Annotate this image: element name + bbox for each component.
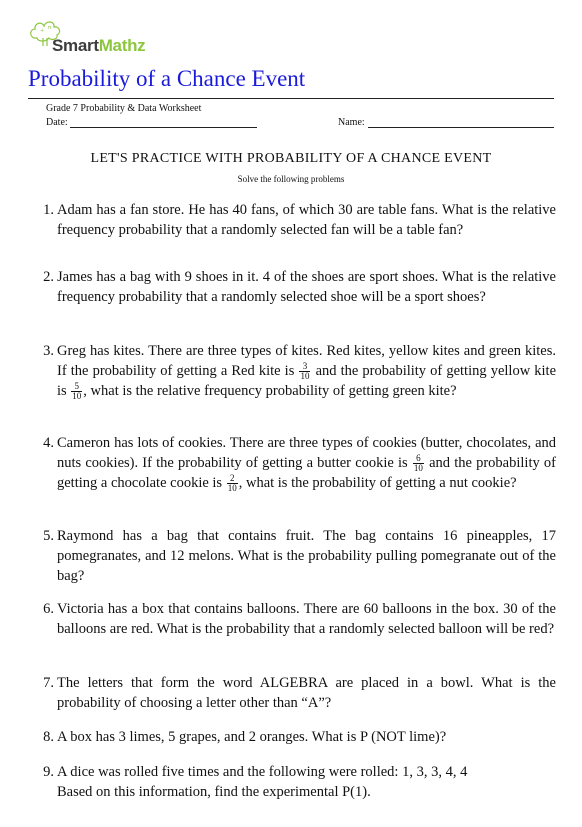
svg-text:+: + — [40, 28, 45, 34]
fraction-yellow-kite — [71, 382, 82, 401]
question-text: James has a bag with 9 shoes in it. 4 of the shoes are sport shoes. What is the relative frequency probability that a randomly selected shoe will be a sport shoes? — [57, 269, 556, 305]
question-text: A box has 3 limes, 5 grapes, and 2 oranges. What is P (NOT lime)? — [57, 729, 447, 745]
fraction-denominator: 10 — [413, 463, 423, 474]
question-number: 2. — [43, 269, 54, 285]
question-text — [57, 341, 556, 401]
question-3 — [36, 341, 556, 401]
instructions: Solve the following problems — [237, 174, 345, 184]
fraction-numerator: 5 — [71, 382, 82, 392]
question-text-part: , what is the probability of getting a nut cookie? — [238, 475, 517, 492]
question-text-part: Cameron has lots of cookies. There are three types of cookies (butter, chocolates, and nuts cookies). If the probability of getting a butter cookie is — [57, 435, 556, 471]
fraction-numerator: 3 — [299, 362, 310, 372]
question-number: 4. — [43, 435, 54, 451]
fraction-chocolate-cookie — [227, 474, 238, 493]
question-number: 1. — [43, 202, 54, 218]
question-7 — [36, 673, 556, 713]
name-label: Name: — [338, 117, 365, 128]
question-text — [57, 433, 556, 493]
logo-wordmark — [52, 36, 145, 56]
question-number: 6. — [43, 601, 54, 617]
logo-mathz: Mathz — [98, 36, 146, 55]
question-number: 3. — [43, 343, 54, 359]
fraction-numerator: 6 — [413, 454, 424, 464]
question-text-part: and the probability of getting yellow kite is — [57, 363, 557, 400]
fraction-denominator: 10 — [300, 371, 310, 382]
smartmathz-logo — [28, 16, 168, 60]
section-heading: LET'S PRACTICE WITH PROBABILITY OF A CHANCE EVENT — [90, 151, 492, 166]
question-text — [57, 762, 556, 802]
question-number: 9. — [43, 764, 54, 780]
question-text-part: Greg has kites. There are three types of kites. Red kites, yellow kites and green kites. If the probability of getting a Red kite is — [57, 343, 556, 379]
question-line: Based on this information, find the experimental P(1). — [57, 784, 371, 800]
question-number: 7. — [43, 675, 54, 691]
logo-smart: Smart — [52, 36, 99, 55]
fraction-denominator: 10 — [72, 391, 82, 402]
question-9 — [36, 762, 556, 802]
date-label: Date: — [46, 117, 68, 128]
question-4 — [36, 433, 556, 493]
name-field[interactable] — [368, 127, 554, 128]
question-5 — [36, 526, 556, 586]
question-text: Victoria has a box that contains balloons. There are 60 balloons in the box. 30 of the balloons are red. What is the probability that a randomly selected balloon will be red? — [57, 601, 556, 637]
question-6 — [36, 599, 556, 639]
fraction-denominator: 10 — [227, 483, 237, 494]
title-divider — [28, 98, 554, 99]
svg-text:π: π — [48, 25, 52, 31]
fraction-numerator: 2 — [227, 474, 238, 484]
worksheet-title: Probability of a Chance Event — [28, 66, 306, 91]
question-2 — [36, 267, 556, 307]
question-text: The letters that form the word ALGEBRA are placed in a bowl. What is the probability of choosing a letter other than “A”? — [57, 675, 556, 711]
question-number: 8. — [43, 729, 54, 745]
grade-label: Grade 7 Probability & Data Worksheet — [46, 103, 202, 114]
question-number: 5. — [43, 528, 54, 544]
date-field[interactable] — [70, 127, 257, 128]
question-8 — [36, 727, 556, 747]
question-line: A dice was rolled five times and the following were rolled: 1, 3, 3, 4, 4 — [57, 764, 468, 780]
question-1 — [36, 200, 556, 240]
question-text-part: and the probability of getting a chocolate cookie is — [57, 455, 556, 492]
question-text: Adam has a fan store. He has 40 fans, of which 30 are table fans. What is the relative frequency probability that a randomly selected fan will be a table fan? — [57, 202, 556, 238]
question-text: Raymond has a bag that contains fruit. The bag contains 16 pineapples, 17 pomegranates, and 12 melons. What is the probability pulling pomegranate out of the bag? — [57, 528, 556, 584]
fraction-butter-cookie — [413, 454, 424, 473]
question-text-part: , what is the relative frequency probability of getting green kite? — [83, 383, 457, 400]
fraction-red-kite — [299, 362, 310, 381]
